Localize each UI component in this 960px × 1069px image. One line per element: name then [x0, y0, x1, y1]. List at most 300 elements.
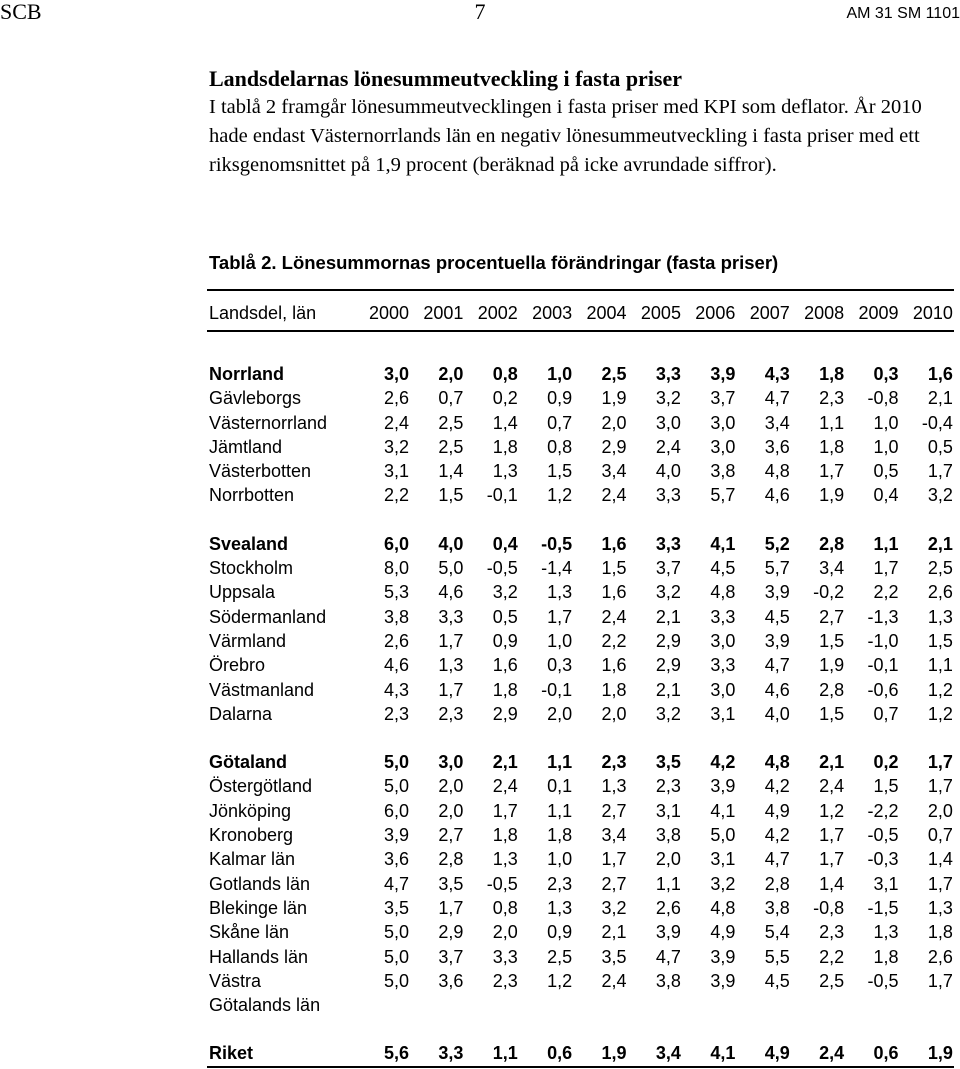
- value-cell: 0,6: [873, 1043, 899, 1064]
- row-label: Gävleborgs: [209, 388, 302, 409]
- value-cell: 1,1: [927, 655, 953, 676]
- value-cell: 5,0: [383, 776, 409, 797]
- value-cell: 1,4: [438, 461, 464, 482]
- value-cell: 2,3: [383, 703, 409, 724]
- page-header-right: AM 31 SM 1101: [846, 5, 960, 22]
- value-cell: -0,6: [867, 679, 899, 700]
- value-cell: 2,9: [438, 922, 464, 943]
- value-cell: 2,6: [927, 946, 953, 967]
- value-cell: 0,5: [927, 436, 953, 457]
- value-cell: 2,1: [655, 679, 681, 700]
- value-cell: 3,6: [438, 970, 464, 991]
- value-cell: 2,5: [927, 558, 953, 579]
- value-cell: 1,1: [819, 412, 845, 433]
- value-cell: 0,9: [547, 922, 573, 943]
- value-cell: 1,6: [601, 582, 627, 603]
- value-cell: 1,4: [927, 849, 953, 870]
- spacer-row: [205, 328, 953, 362]
- value-cell: 1,7: [819, 461, 845, 482]
- row-label: Götaland: [209, 752, 288, 773]
- value-cell: 2,3: [601, 752, 627, 773]
- value-cell: 8,0: [383, 558, 409, 579]
- value-cell: 3,0: [655, 412, 681, 433]
- value-cell: 1,1: [655, 873, 681, 894]
- value-cell: 4,9: [764, 1043, 790, 1064]
- value-cell: 1,1: [873, 533, 899, 554]
- county-row: [205, 411, 953, 435]
- county-row: [205, 896, 953, 920]
- value-cell: -0,1: [486, 485, 518, 506]
- value-cell: 4,0: [438, 533, 464, 554]
- value-cell: 6,0: [383, 533, 409, 554]
- value-cell: 4,9: [710, 922, 736, 943]
- year-header: 2009: [858, 302, 899, 323]
- value-cell: 3,4: [601, 461, 627, 482]
- value-cell: 2,2: [383, 485, 409, 506]
- value-cell: 3,2: [710, 873, 736, 894]
- value-cell: 1,9: [601, 388, 627, 409]
- value-cell: 2,5: [438, 412, 464, 433]
- county-row-continuation: [205, 993, 953, 1017]
- value-cell: 3,4: [764, 412, 790, 433]
- value-cell: 1,7: [438, 630, 464, 651]
- value-cell: 4,2: [710, 752, 736, 773]
- value-cell: 1,2: [547, 485, 573, 506]
- value-cell: 1,3: [492, 849, 518, 870]
- value-cell: 2,1: [601, 922, 627, 943]
- value-cell: 3,9: [710, 970, 736, 991]
- value-cell: 2,6: [927, 582, 953, 603]
- row-label: Hallands län: [209, 946, 309, 967]
- value-cell: 1,3: [927, 897, 953, 918]
- value-cell: 1,4: [819, 873, 845, 894]
- value-cell: 2,2: [873, 582, 899, 603]
- value-cell: 1,1: [492, 1043, 518, 1064]
- value-cell: 1,5: [819, 630, 845, 651]
- value-cell: 1,3: [601, 776, 627, 797]
- value-cell: 4,5: [764, 606, 790, 627]
- value-cell: 0,9: [492, 630, 518, 651]
- value-cell: 2,5: [547, 946, 573, 967]
- value-cell: 2,1: [927, 533, 953, 554]
- value-cell: 2,3: [655, 776, 681, 797]
- value-cell: 5,3: [383, 582, 409, 603]
- value-cell: 3,3: [492, 946, 518, 967]
- value-cell: 3,2: [655, 388, 681, 409]
- county-row: [205, 580, 953, 604]
- county-row: [205, 435, 953, 459]
- row-label: Norrland: [209, 364, 285, 384]
- value-cell: 3,2: [655, 703, 681, 724]
- value-cell: 3,2: [492, 582, 518, 603]
- value-cell: 2,4: [601, 606, 627, 627]
- value-cell: 3,2: [655, 582, 681, 603]
- spacer-row: [205, 508, 953, 532]
- value-cell: 4,7: [764, 388, 790, 409]
- value-cell: 2,8: [819, 533, 845, 554]
- value-cell: 4,8: [764, 752, 790, 773]
- year-header: 2007: [749, 302, 790, 323]
- value-cell: 5,4: [764, 922, 790, 943]
- row-label: Jönköping: [209, 800, 292, 821]
- value-cell: 3,3: [438, 1043, 464, 1064]
- value-cell: -0,8: [813, 897, 845, 918]
- section-heading: Landsdelarnas lönesummeutveckling i fasta priser: [209, 66, 683, 91]
- county-row: [205, 847, 953, 871]
- value-cell: 2,7: [601, 800, 627, 821]
- value-cell: 4,8: [710, 897, 736, 918]
- value-cell: 1,5: [438, 485, 464, 506]
- value-cell: 1,7: [927, 752, 953, 773]
- value-cell: 3,4: [601, 825, 627, 846]
- row-label: Västra: [209, 970, 262, 991]
- value-cell: 0,5: [873, 461, 899, 482]
- value-cell: 1,1: [547, 800, 573, 821]
- year-header: 2005: [640, 302, 681, 323]
- value-cell: 0,4: [492, 533, 518, 554]
- value-cell: 5,0: [383, 970, 409, 991]
- value-cell: 3,3: [655, 485, 681, 506]
- value-cell: 0,4: [873, 485, 899, 506]
- value-cell: 3,3: [655, 533, 681, 554]
- value-cell: 4,6: [764, 679, 790, 700]
- county-row: [205, 799, 953, 823]
- value-cell: 3,8: [710, 461, 736, 482]
- value-cell: 1,8: [601, 679, 627, 700]
- row-label: Riket: [209, 1043, 254, 1064]
- value-cell: 1,6: [601, 655, 627, 676]
- row-label: Västernorrland: [209, 412, 328, 433]
- row-label: Kronoberg: [209, 825, 294, 846]
- table-top-rule: [207, 289, 954, 291]
- value-cell: 1,7: [927, 873, 953, 894]
- county-row: [205, 702, 953, 726]
- value-cell: 3,2: [601, 897, 627, 918]
- value-cell: 4,7: [764, 849, 790, 870]
- value-cell: 1,0: [873, 436, 899, 457]
- value-cell: 2,9: [655, 630, 681, 651]
- value-cell: 1,9: [601, 1043, 627, 1064]
- column-header-label: Landsdel, län: [209, 302, 317, 323]
- value-cell: 2,8: [764, 873, 790, 894]
- value-cell: 2,4: [601, 485, 627, 506]
- year-header: 2000: [368, 302, 409, 323]
- value-cell: 3,9: [710, 946, 736, 967]
- value-cell: 3,9: [710, 364, 736, 384]
- value-cell: 3,7: [655, 558, 681, 579]
- row-label: Stockholm: [209, 558, 294, 579]
- data-table: [205, 298, 953, 1066]
- value-cell: 3,9: [710, 776, 736, 797]
- value-cell: 1,3: [547, 582, 573, 603]
- value-cell: 3,3: [710, 655, 736, 676]
- value-cell: 4,3: [383, 679, 409, 700]
- county-row: [205, 605, 953, 629]
- county-row: [205, 629, 953, 653]
- value-cell: 1,3: [927, 606, 953, 627]
- value-cell: 2,6: [655, 897, 681, 918]
- value-cell: -1,4: [541, 558, 573, 579]
- year-header: 2001: [423, 302, 464, 323]
- value-cell: 0,6: [547, 1043, 573, 1064]
- value-cell: 2,7: [601, 873, 627, 894]
- value-cell: 1,0: [547, 364, 573, 384]
- value-cell: 2,3: [547, 873, 573, 894]
- row-label: Skåne län: [209, 922, 290, 943]
- value-cell: 5,0: [710, 825, 736, 846]
- value-cell: 3,7: [710, 388, 736, 409]
- value-cell: 3,2: [383, 436, 409, 457]
- value-cell: 2,0: [655, 849, 681, 870]
- value-cell: -0,4: [921, 412, 953, 433]
- year-header: 2004: [586, 302, 627, 323]
- county-row: [205, 945, 953, 969]
- value-cell: 3,0: [710, 436, 736, 457]
- value-cell: 3,3: [655, 364, 681, 384]
- year-header: 2010: [912, 302, 953, 323]
- value-cell: 3,4: [819, 558, 845, 579]
- value-cell: 3,0: [710, 630, 736, 651]
- value-cell: 1,7: [819, 825, 845, 846]
- value-cell: 2,8: [819, 679, 845, 700]
- value-cell: 2,2: [819, 946, 845, 967]
- county-row: [205, 459, 953, 483]
- value-cell: 4,1: [710, 1043, 736, 1064]
- value-cell: 0,2: [873, 752, 899, 773]
- region-row: [205, 532, 953, 556]
- table-caption: Tablå 2. Lönesummornas procentuella förändringar (fasta priser): [209, 252, 779, 273]
- county-row: [205, 969, 953, 993]
- value-cell: 3,5: [438, 873, 464, 894]
- value-cell: 1,8: [927, 922, 953, 943]
- value-cell: 0,2: [492, 388, 518, 409]
- value-cell: 3,1: [383, 461, 409, 482]
- value-cell: 3,4: [655, 1043, 681, 1064]
- row-label: Örebro: [209, 655, 266, 676]
- value-cell: 2,0: [601, 703, 627, 724]
- value-cell: 1,5: [601, 558, 627, 579]
- value-cell: 1,8: [492, 679, 518, 700]
- value-cell: 2,6: [383, 388, 409, 409]
- value-cell: 1,4: [492, 412, 518, 433]
- value-cell: 5,7: [710, 485, 736, 506]
- value-cell: -0,8: [867, 388, 899, 409]
- value-cell: 3,0: [438, 752, 464, 773]
- value-cell: 1,9: [819, 655, 845, 676]
- county-row: [205, 678, 953, 702]
- value-cell: 0,3: [873, 364, 899, 384]
- value-cell: 2,4: [601, 970, 627, 991]
- year-header: 2003: [532, 302, 573, 323]
- value-cell: 2,4: [819, 1043, 845, 1064]
- value-cell: 2,1: [492, 752, 518, 773]
- value-cell: -1,3: [867, 606, 899, 627]
- spacer-row: [205, 1017, 953, 1041]
- value-cell: 1,5: [873, 776, 899, 797]
- value-cell: 2,5: [819, 970, 845, 991]
- value-cell: 1,1: [547, 752, 573, 773]
- row-label: Götalands län: [209, 995, 321, 1016]
- value-cell: 3,5: [655, 752, 681, 773]
- value-cell: 1,9: [927, 1043, 953, 1064]
- row-label: Jämtland: [209, 436, 283, 457]
- value-cell: 4,9: [764, 800, 790, 821]
- value-cell: 2,0: [927, 800, 953, 821]
- value-cell: 3,0: [710, 412, 736, 433]
- value-cell: 2,7: [438, 825, 464, 846]
- value-cell: 1,8: [492, 436, 518, 457]
- value-cell: 3,1: [655, 800, 681, 821]
- value-cell: 3,3: [438, 606, 464, 627]
- value-cell: 5,5: [764, 946, 790, 967]
- county-row: [205, 386, 953, 410]
- value-cell: 3,8: [764, 897, 790, 918]
- value-cell: -2,2: [867, 800, 899, 821]
- value-cell: 2,0: [547, 703, 573, 724]
- value-cell: 4,6: [764, 485, 790, 506]
- value-cell: 1,7: [873, 558, 899, 579]
- county-row: [205, 872, 953, 896]
- value-cell: 4,1: [710, 533, 736, 554]
- value-cell: 3,1: [710, 703, 736, 724]
- value-cell: 1,7: [492, 800, 518, 821]
- spacer-row: [205, 726, 953, 750]
- value-cell: 4,8: [710, 582, 736, 603]
- county-row: [205, 653, 953, 677]
- value-cell: 0,9: [547, 388, 573, 409]
- value-cell: 2,0: [492, 922, 518, 943]
- value-cell: 1,0: [873, 412, 899, 433]
- value-cell: -0,5: [867, 970, 899, 991]
- value-cell: -1,0: [867, 630, 899, 651]
- value-cell: 4,6: [438, 582, 464, 603]
- total-row: [205, 1041, 953, 1065]
- value-cell: 1,5: [927, 630, 953, 651]
- value-cell: -0,1: [541, 679, 573, 700]
- value-cell: 2,1: [655, 606, 681, 627]
- value-cell: 2,8: [438, 849, 464, 870]
- value-cell: 3,5: [601, 946, 627, 967]
- value-cell: 0,7: [873, 703, 899, 724]
- value-cell: 4,0: [655, 461, 681, 482]
- value-cell: 1,3: [547, 897, 573, 918]
- row-label: Östergötland: [209, 776, 313, 797]
- value-cell: 4,7: [383, 873, 409, 894]
- value-cell: 0,5: [492, 606, 518, 627]
- value-cell: 3,6: [764, 436, 790, 457]
- value-cell: 2,0: [438, 800, 464, 821]
- value-cell: 2,0: [438, 776, 464, 797]
- value-cell: 1,6: [927, 364, 953, 384]
- value-cell: 2,1: [927, 388, 953, 409]
- row-label: Norrbotten: [209, 485, 295, 506]
- value-cell: 4,8: [764, 461, 790, 482]
- value-cell: 1,8: [547, 825, 573, 846]
- value-cell: -1,5: [867, 897, 899, 918]
- value-cell: 1,6: [601, 533, 627, 554]
- value-cell: 3,9: [764, 630, 790, 651]
- row-label: Uppsala: [209, 582, 276, 603]
- value-cell: 6,0: [383, 800, 409, 821]
- table-header-row: [205, 298, 953, 328]
- value-cell: 2,3: [492, 970, 518, 991]
- row-label: Värmland: [209, 630, 287, 651]
- county-row: [205, 556, 953, 580]
- value-cell: 0,7: [438, 388, 464, 409]
- value-cell: 0,8: [492, 897, 518, 918]
- value-cell: 3,0: [383, 364, 409, 384]
- value-cell: 4,3: [764, 364, 790, 384]
- section-paragraph: I tablå 2 framgår lönesummeutvecklingen i fasta priser med KPI som deflator. År 2010 hade endast Västernorrlands län en negativ lönesummeutveckling i fasta priser med ett riksgenomsnittet på 1,9 procent (beräknad på icke avrundade siffror).: [209, 96, 922, 176]
- value-cell: 1,7: [547, 606, 573, 627]
- value-cell: 3,9: [383, 825, 409, 846]
- value-cell: 3,6: [383, 849, 409, 870]
- value-cell: 2,3: [819, 922, 845, 943]
- year-header: 2008: [804, 302, 845, 323]
- row-label: Västmanland: [209, 679, 315, 700]
- value-cell: 4,5: [710, 558, 736, 579]
- region-row: [205, 750, 953, 774]
- value-cell: 1,8: [819, 364, 845, 384]
- value-cell: 2,3: [819, 388, 845, 409]
- value-cell: 3,8: [383, 606, 409, 627]
- value-cell: 3,9: [764, 582, 790, 603]
- value-cell: 3,7: [438, 946, 464, 967]
- value-cell: 1,2: [927, 679, 953, 700]
- value-cell: 1,7: [927, 461, 953, 482]
- value-cell: 5,0: [383, 922, 409, 943]
- table-body: [205, 328, 953, 1066]
- value-cell: 2,4: [383, 412, 409, 433]
- value-cell: 1,8: [873, 946, 899, 967]
- row-label: Dalarna: [209, 703, 273, 724]
- value-cell: 2,4: [819, 776, 845, 797]
- value-cell: 1,7: [819, 849, 845, 870]
- value-cell: 2,2: [601, 630, 627, 651]
- value-cell: 1,7: [927, 776, 953, 797]
- value-cell: 3,2: [927, 485, 953, 506]
- county-row: [205, 823, 953, 847]
- value-cell: 2,0: [601, 412, 627, 433]
- row-label: Gotlands län: [209, 873, 311, 894]
- value-cell: -0,5: [486, 873, 518, 894]
- value-cell: 4,0: [764, 703, 790, 724]
- value-cell: 1,6: [492, 655, 518, 676]
- value-cell: 5,7: [764, 558, 790, 579]
- value-cell: -0,2: [813, 582, 845, 603]
- value-cell: 5,6: [383, 1043, 409, 1064]
- value-cell: 4,6: [383, 655, 409, 676]
- row-label: Blekinge län: [209, 897, 308, 918]
- page-header-left: SCB: [0, 0, 42, 24]
- region-row: [205, 362, 953, 386]
- value-cell: 1,0: [547, 849, 573, 870]
- year-header: 2006: [695, 302, 736, 323]
- value-cell: -0,5: [867, 825, 899, 846]
- value-cell: 3,1: [873, 873, 899, 894]
- value-cell: 4,5: [764, 970, 790, 991]
- row-label: Västerbotten: [209, 461, 312, 482]
- value-cell: 5,0: [438, 558, 464, 579]
- value-cell: 1,0: [547, 630, 573, 651]
- value-cell: 3,8: [655, 825, 681, 846]
- value-cell: 2,9: [655, 655, 681, 676]
- value-cell: 0,7: [547, 412, 573, 433]
- value-cell: 2,4: [655, 436, 681, 457]
- county-row: [205, 483, 953, 507]
- value-cell: 0,7: [927, 825, 953, 846]
- value-cell: 2,6: [383, 630, 409, 651]
